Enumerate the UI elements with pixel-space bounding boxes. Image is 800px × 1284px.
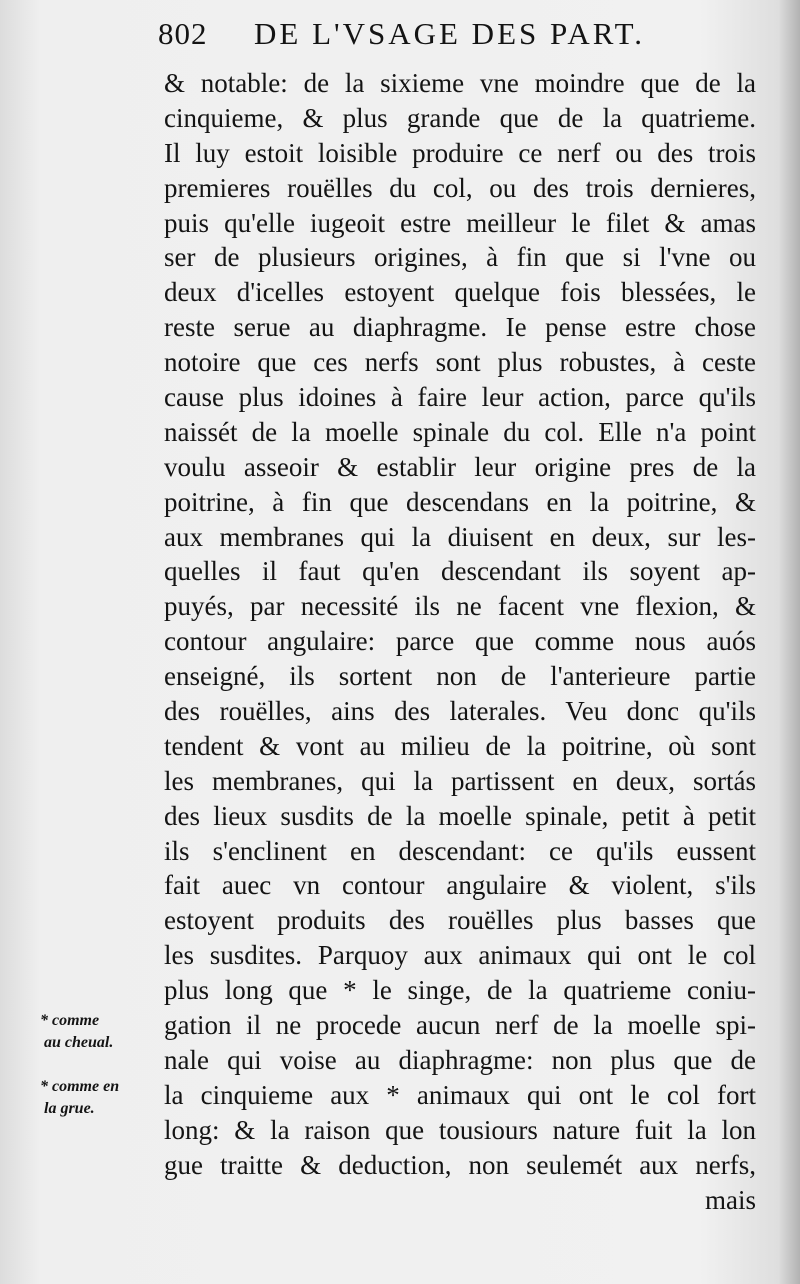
text-line: & notable: de la sixieme vne moindre que de la <box>164 68 756 98</box>
body-text <box>164 66 756 1217</box>
text-line: tendent & vont au milieu de la poitrine, où sont <box>164 730 756 761</box>
text-line: naissét de la moelle spinale du col. Elle n'a point <box>164 416 756 447</box>
text-line: les membranes, qui la partissent en deux, sortás <box>164 765 756 796</box>
text-line: puis qu'elle iugeoit estre meilleur le filet & amas <box>164 207 756 238</box>
text-line: la cinquieme aux * animaux qui ont le col fort <box>164 1079 756 1110</box>
text-line: reste serue au diaphragme. Ie pense estre chose <box>164 312 756 343</box>
text-line: nale qui voise au diaphragme: non plus que de <box>164 1044 756 1075</box>
text-line: ils s'enclinent en descendant: ce qu'ils eussent <box>164 835 756 866</box>
text-line: puyés, par necessité ils ne facent vne flexion, & <box>164 591 756 622</box>
text-line: deux d'icelles estoyent quelque fois blessées, le <box>164 277 756 308</box>
text-line: plus long que * le singe, de la quatrieme coniu- <box>164 975 756 1006</box>
text-line: cause plus idoines à faire leur action, parce qu'ils <box>164 382 756 413</box>
margin-notes <box>40 1010 152 1142</box>
margin-note-line: la grue. <box>44 1100 95 1117</box>
page-number: 802 <box>158 16 208 51</box>
catchword: mais <box>705 1184 756 1215</box>
text-line: Il luy estoit loisible produire ce nerf ou des trois <box>164 137 756 168</box>
text-line: contour angulaire: parce que comme nous auós <box>164 626 756 657</box>
text-line: estoyent produits des rouëlles plus basses que <box>164 905 756 936</box>
margin-note-line: * comme <box>40 1012 100 1029</box>
margin-note-line: au cheual. <box>44 1034 114 1051</box>
running-head: DE L'VSAGE DES PART. <box>254 16 645 51</box>
text-line: quelles il faut qu'en descendant ils soyent ap- <box>164 556 756 587</box>
page-header <box>158 14 758 60</box>
text-line: premieres rouëlles du col, ou des trois dernieres, <box>164 172 756 203</box>
text-line: aux membranes qui la diuisent en deux, sur les- <box>164 521 756 552</box>
margin-note <box>40 1076 152 1120</box>
text-line: les susdites. Parquoy aux animaux qui ont le col <box>164 940 756 971</box>
text-line: cinquieme, & plus grande que de la quatrieme. <box>164 102 756 133</box>
text-line: notoire que ces nerfs sont plus robustes, à ceste <box>164 347 756 378</box>
margin-note-line: * comme en <box>40 1078 120 1095</box>
text-line: long: & la raison que tousiours nature fuit la lon <box>164 1114 756 1145</box>
margin-note <box>40 1010 152 1054</box>
text-line: enseigné, ils sortent non de l'anterieure partie <box>164 661 756 692</box>
text-line: gue traitte & deduction, non seulemét aux nerfs, <box>164 1149 756 1180</box>
text-line: ser de plusieurs origines, à fin que si l'vne ou <box>164 242 756 273</box>
text-line: voulu asseoir & establir leur origine pres de la <box>164 451 756 482</box>
page-edge-shadow <box>778 0 800 1284</box>
text-line: fait auec vn contour angulaire & violent, s'ils <box>164 870 756 901</box>
text-line: poitrine, à fin que descendans en la poitrine, & <box>164 486 756 517</box>
text-line: gation il ne procede aucun nerf de la moelle spi- <box>164 1010 756 1041</box>
text-line: des lieux susdits de la moelle spinale, petit à petit <box>164 800 756 831</box>
text-line: des rouëlles, ains des laterales. Veu donc qu'ils <box>164 696 756 727</box>
